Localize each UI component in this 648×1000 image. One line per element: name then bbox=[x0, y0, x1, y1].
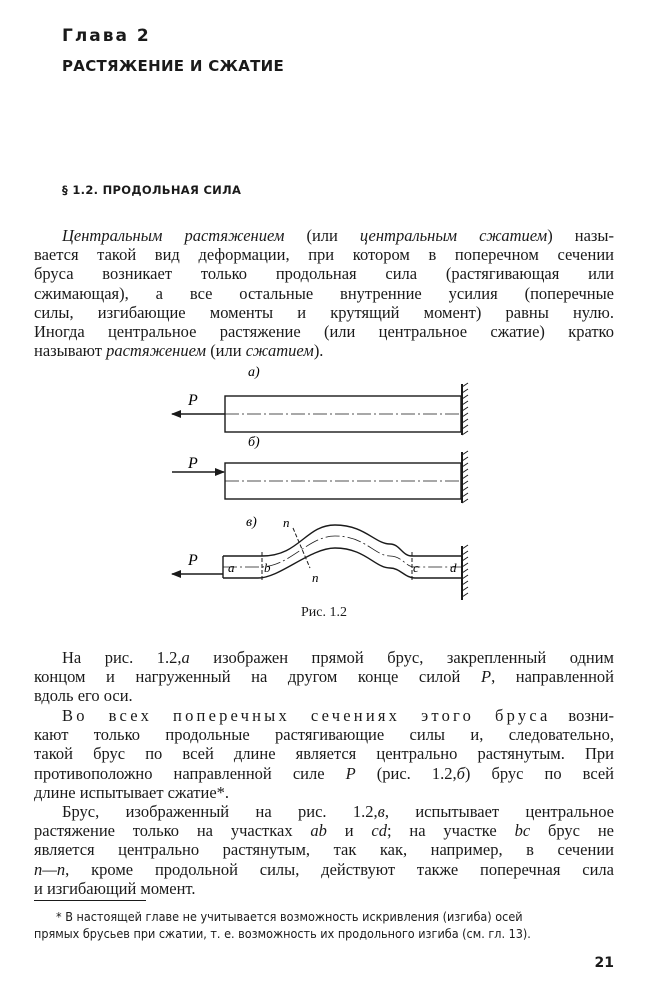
text-line bbox=[34, 860, 614, 879]
text-line: Иногда центральное растяжение (или центральное сжатие) кратко bbox=[34, 322, 614, 342]
text-run: брус не bbox=[530, 821, 614, 841]
text-line: такой брус по всей длине является центрально растянутым. При bbox=[34, 744, 614, 764]
section-label-bottom: n bbox=[312, 570, 319, 585]
fixed-support bbox=[462, 451, 468, 503]
term-central-compression: центральным сжатием bbox=[359, 226, 548, 245]
paragraph-3 bbox=[34, 802, 614, 898]
footnote bbox=[34, 908, 614, 942]
text-run: растяжение только на участках bbox=[34, 821, 311, 841]
beam-bottom-edge bbox=[223, 548, 462, 578]
figure-1-2 bbox=[150, 360, 490, 630]
section-n-n-line bbox=[293, 528, 310, 568]
text-line: кают только продольные растягивающие силы и, следовательно, bbox=[34, 725, 614, 745]
beam-axis bbox=[223, 536, 462, 567]
paragraph-1 bbox=[34, 648, 614, 706]
fixed-support bbox=[462, 545, 468, 600]
text-run: ab bbox=[310, 821, 327, 841]
text-line bbox=[34, 667, 614, 686]
text-line: является центрально растянутым, так как, например, в сечении bbox=[34, 840, 614, 860]
intro-paragraph bbox=[34, 226, 614, 360]
text-line: вдоль его оси. bbox=[34, 686, 133, 706]
emphasized-text: Во всех поперечных сечениях этого бруса bbox=[62, 706, 551, 725]
text-line: силы, изгибающие моменты и крутящий момент) равны нулю. bbox=[34, 302, 614, 322]
text-run: изображен прямой брус, закрепленный одним bbox=[189, 648, 614, 667]
footnote-divider bbox=[34, 900, 146, 901]
text-run: ; на участке bbox=[387, 821, 515, 841]
text-run: и bbox=[326, 821, 372, 841]
text-run: (или bbox=[284, 226, 360, 245]
term-tension: растяжением bbox=[106, 341, 207, 361]
beam-top-edge bbox=[223, 525, 462, 556]
subfigure-label-c: в) bbox=[246, 515, 257, 530]
text-run: bc bbox=[514, 821, 531, 841]
section-heading: § 1.2. ПРОДОЛЬНАЯ СИЛА bbox=[62, 183, 242, 197]
text-run: возни- bbox=[550, 706, 614, 725]
text-line: * В настоящей главе не учитывается возможность искривления (изгиба) осей bbox=[56, 909, 523, 924]
text-run: P bbox=[480, 667, 492, 687]
text-run: противоположно направленной силе bbox=[34, 763, 346, 783]
text-line bbox=[34, 802, 614, 821]
point-label-c: c bbox=[413, 560, 419, 575]
text-line: прямых брусьев при сжатии, т. е. возможность их продольного изгиба (см. гл. 13). bbox=[34, 926, 531, 941]
paragraph-2 bbox=[34, 706, 614, 802]
text-run: На рис. 1.2, bbox=[62, 648, 182, 667]
text-run: P bbox=[345, 763, 356, 783]
section-label-top: n bbox=[283, 515, 290, 530]
text-line: и изгибающий момент. bbox=[34, 878, 196, 898]
text-run: а bbox=[181, 648, 190, 667]
text-run: называют bbox=[34, 341, 107, 361]
text-run: ) назы- bbox=[547, 226, 614, 245]
page-number: 21 bbox=[594, 955, 614, 971]
text-line bbox=[34, 706, 614, 725]
text-line: сжимающая), а все остальные внутренние усилия (поперечные bbox=[34, 283, 614, 303]
text-run: , испытывает центральное bbox=[384, 802, 614, 821]
text-run: ) брус по всей bbox=[464, 763, 615, 783]
text-run: б bbox=[456, 763, 465, 783]
text-line bbox=[34, 648, 614, 667]
point-label-b: b bbox=[264, 560, 271, 575]
text-line: длине испытывает сжатие*. bbox=[34, 782, 230, 802]
subfigure-b-beam bbox=[172, 451, 468, 503]
text-run: , кроме продольной силы, действуют также поперечная сила bbox=[65, 859, 614, 879]
text-line bbox=[34, 764, 614, 783]
subfigure-label-b: б) bbox=[248, 435, 260, 450]
text-run: , направленной bbox=[491, 667, 614, 687]
text-run: в bbox=[377, 802, 385, 821]
text-run: n—n bbox=[34, 859, 66, 879]
subfigure-c-curved-beam bbox=[172, 515, 468, 600]
point-label-a: a bbox=[228, 560, 235, 575]
force-label: P bbox=[188, 552, 198, 569]
text-run: (рис. 1.2, bbox=[355, 763, 457, 783]
point-label-d: d bbox=[450, 560, 457, 575]
text-line bbox=[34, 341, 614, 360]
chapter-label: Глава 2 bbox=[62, 26, 151, 46]
subfigure-label-a: а) bbox=[248, 365, 260, 380]
force-label: P bbox=[188, 392, 198, 409]
text-run: Брус, изображенный на рис. 1.2, bbox=[62, 802, 378, 821]
subfigure-a-beam bbox=[172, 383, 468, 435]
text-line: бруса возникает только продольная сила (растягивающая или bbox=[34, 264, 614, 284]
force-label: P bbox=[188, 455, 198, 472]
text-run: cd bbox=[371, 821, 387, 841]
fixed-support bbox=[462, 383, 468, 435]
figure-caption: Рис. 1.2 bbox=[301, 605, 347, 620]
text-run: концом и нагруженный на другом конце силой bbox=[34, 667, 481, 687]
chapter-title: РАСТЯЖЕНИЕ И СЖАТИЕ bbox=[62, 57, 285, 75]
term-compression: сжатием bbox=[245, 341, 314, 361]
text-line bbox=[34, 821, 614, 840]
term-central-tension: Центральным растяжением bbox=[62, 226, 285, 245]
text-line: вается такой вид деформации, при котором в поперечном сечении bbox=[34, 245, 614, 265]
text-run: (или bbox=[206, 341, 246, 361]
text-line bbox=[34, 226, 614, 245]
text-run: ). bbox=[313, 341, 324, 361]
